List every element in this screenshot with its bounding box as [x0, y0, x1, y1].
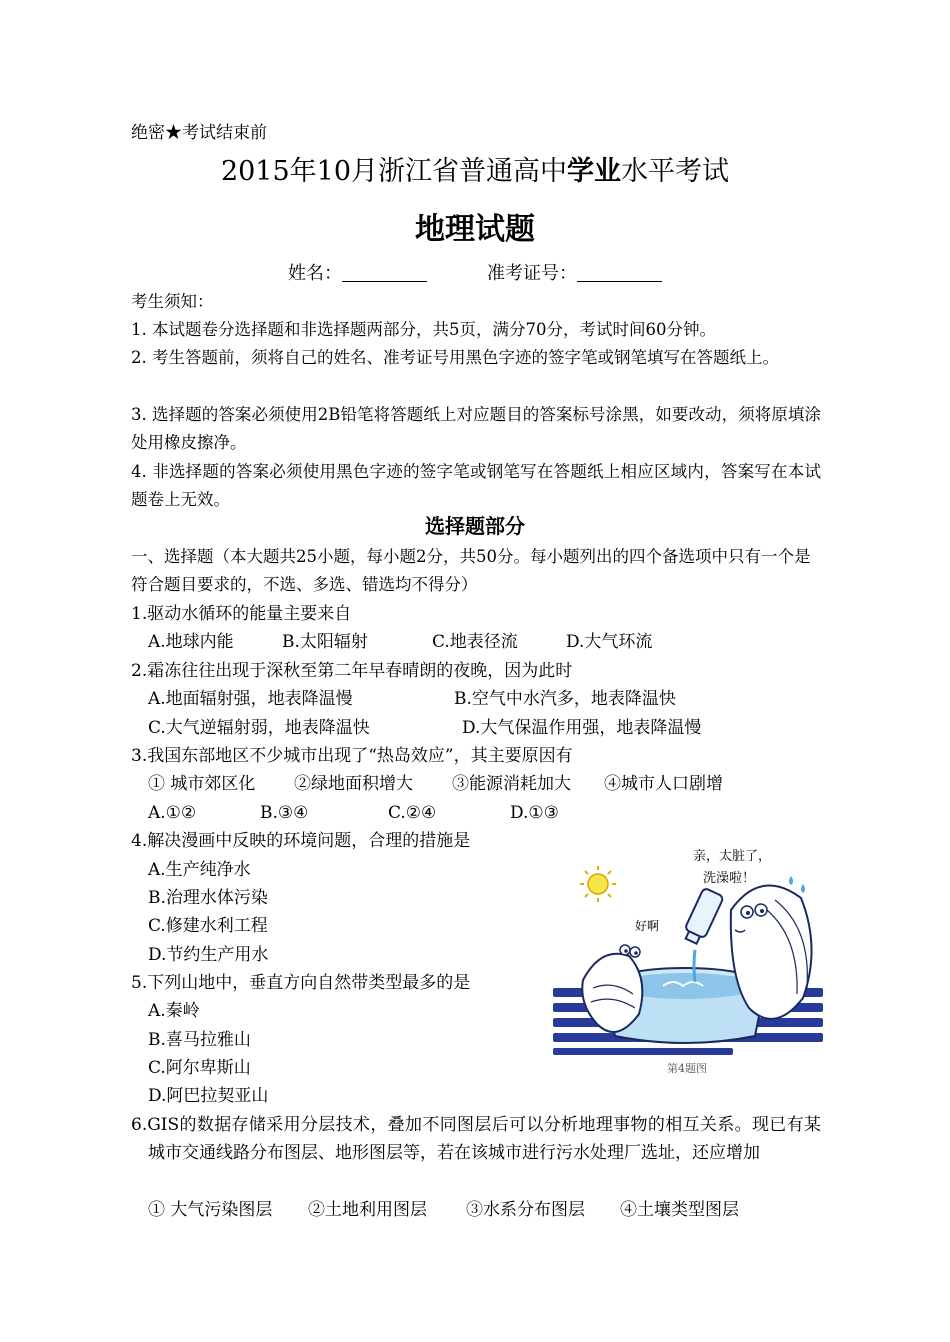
q6-item-3: ③水系分布图层	[466, 1200, 585, 1220]
cartoon-drawing	[553, 838, 823, 1078]
bottle-icon	[681, 888, 724, 946]
q6-item-2: ②土地利用图层	[308, 1200, 427, 1220]
q2-option-d: D.大气保温作用强，地表降温慢	[462, 718, 702, 738]
exam-title-post: 水平考试	[621, 156, 730, 187]
q2-option-a: A.地面辐射强，地表降温慢	[148, 689, 353, 709]
cartoon-caption: 第4题图	[667, 1062, 707, 1075]
q4-option-d: D.节约生产用水	[148, 945, 269, 965]
name-blank[interactable]	[342, 263, 427, 282]
q6-items	[148, 1196, 739, 1224]
q5-option-a: A.秦岭	[148, 1001, 200, 1021]
q3-item-4: ④城市人口剧增	[604, 774, 723, 794]
q4-cartoon	[553, 838, 823, 1078]
notice-item: 4. 非选择题的答案必须使用黑色字迹的签字笔或钢笔写在答题纸上相应区域内，答案写在本试题卷上无效。	[131, 462, 821, 509]
q3-options	[148, 799, 559, 827]
id-label: 准考证号：	[487, 263, 577, 284]
q4-option-c: C.修建水利工程	[148, 916, 268, 936]
q2-option-b: B.空气中水汽多，地表降温快	[454, 689, 676, 709]
notice-item: 3. 选择题的答案必须使用2B铅笔将答题纸上对应题目的答案标号涂黑，如要改动，须将原填涂处用橡皮擦净。	[131, 405, 821, 452]
q4-stem: 4.解决漫画中反映的环境问题，合理的措施是	[131, 831, 471, 851]
q6-stem-text: 6.GIS的数据存储采用分层技术，叠加不同图层后可以分析地理事物的相互关系。现已有某城市交通线路分布图层、地形图层等，若在该城市进行污水处理厂选址，还应增加	[131, 1115, 821, 1163]
q5-option-c: C.阿尔卑斯山	[148, 1058, 251, 1078]
exam-title	[0, 152, 950, 192]
drop-icon	[789, 876, 793, 885]
notice-heading: 考生须知：	[131, 292, 214, 311]
notice-item: 1. 本试题卷分选择题和非选择题两部分，共5页，满分70分，考试时间60分钟。	[131, 320, 716, 339]
speech-small: 好啊	[635, 919, 660, 933]
q1-option-d: D.大气环流	[566, 632, 653, 652]
q4-option-b: B.治理水体污染	[148, 888, 268, 908]
drop-icon	[801, 884, 805, 893]
name-label: 姓名：	[288, 263, 342, 284]
secret-mark: 绝密★考试结束前	[131, 123, 267, 143]
subject-title: 地理试题	[415, 212, 535, 247]
q1-stem: 1.驱动水循环的能量主要来自	[131, 604, 352, 624]
notice-item: 2. 考生答题前，须将自己的姓名、准考证号用黑色字迹的签字笔或钢笔填写在答题纸上。	[131, 348, 779, 367]
q2-option-c: C.大气逆辐射弱，地表降温快	[148, 718, 370, 738]
speech-big-1: 亲，太脏了，	[693, 849, 772, 864]
q2-options-row1	[148, 685, 676, 713]
q3-option-d: D.①③	[510, 803, 559, 823]
q3-option-b: B.③④	[260, 803, 309, 823]
sun-icon	[580, 866, 616, 902]
q1-option-a: A.地球内能	[148, 632, 234, 652]
exam-title-bold: 学业	[567, 156, 622, 187]
section-intro: 一、选择题（本大题共25小题，每小题2分，共50分。每小题列出的四个备选项中只有一个是符合题目要求的，不选、多选、错选均不得分）	[131, 547, 811, 594]
q2-options-row2	[148, 714, 701, 742]
speech-big-2: 洗澡啦！	[703, 871, 756, 886]
q6-item-4: ④土壤类型图层	[620, 1200, 739, 1220]
section-title: 选择题部分	[425, 514, 525, 538]
q2-stem: 2.霜冻往往出现于深秋至第二年早春晴朗的夜晚，因为此时	[131, 661, 573, 681]
q1-option-c: C.地表径流	[432, 632, 518, 652]
q3-item-2: ②绿地面积增大	[294, 774, 413, 794]
q3-item-1: ① 城市郊区化	[148, 774, 256, 794]
big-fish-icon	[731, 886, 812, 1019]
q3-option-a: A.①②	[148, 803, 197, 823]
q5-stem: 5.下列山地中，垂直方向自然带类型最多的是	[131, 973, 471, 993]
q3-item-3: ③能源消耗加大	[452, 774, 571, 794]
candidate-info	[0, 260, 950, 288]
q4-option-a: A.生产纯净水	[148, 860, 251, 880]
q6-item-1: ① 大气污染图层	[148, 1200, 273, 1220]
q3-stem: 3.我国东部地区不少城市出现了“热岛效应”，其主要原因有	[131, 746, 573, 766]
q3-option-c: C.②④	[388, 803, 437, 823]
q1-option-b: B.太阳辐射	[282, 632, 368, 652]
exam-title-pre: 2015年10月浙江省普通高中	[220, 156, 568, 187]
q1-options	[148, 628, 652, 656]
id-blank[interactable]	[577, 263, 662, 282]
q3-items	[148, 770, 723, 798]
q5-option-b: B.喜马拉雅山	[148, 1030, 251, 1050]
q6-stem	[131, 1111, 821, 1167]
q5-option-d: D.阿巴拉契亚山	[148, 1086, 269, 1106]
